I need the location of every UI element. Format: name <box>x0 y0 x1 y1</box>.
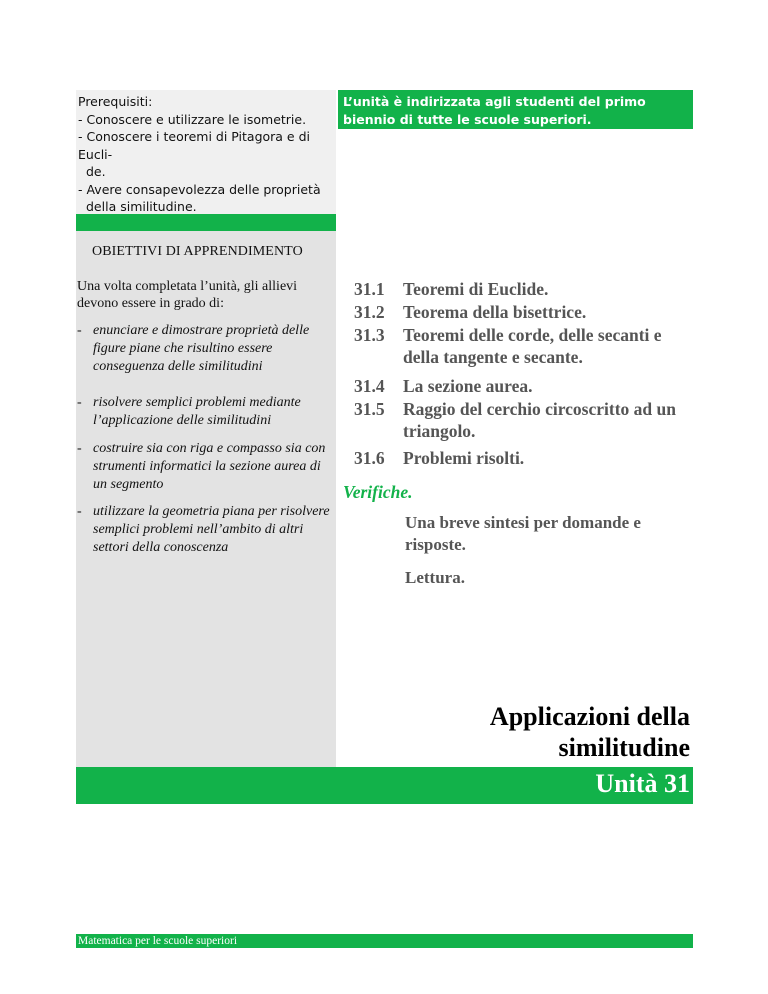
toc-entry <box>354 447 694 469</box>
prerequisite-item: - Conoscere i teoremi di Pitagora e di Eucli- <box>78 129 311 162</box>
objective-text: costruire sia con riga e compasso sia con strumenti informatici la sezione aurea di un segmento <box>93 441 326 492</box>
objective-item <box>77 322 333 376</box>
toc-number: 31.2 <box>354 302 385 322</box>
objective-item <box>77 440 333 494</box>
objectives-title: OBIETTIVI DI APPRENDIMENTO <box>92 244 303 259</box>
toc-number: 31.6 <box>354 448 385 468</box>
objective-item <box>77 394 333 430</box>
objective-dash: - <box>77 323 82 338</box>
footer-text: Matematica per le scuole superiori <box>78 935 238 947</box>
toc-number: 31.3 <box>354 325 385 345</box>
objectives-intro: Una volta completata l’unità, gli allievi devono essere in grado di: <box>77 279 298 311</box>
toc-entry <box>354 375 694 397</box>
toc-title: Teorema della bisettrice. <box>403 302 587 322</box>
toc-number: 31.4 <box>354 376 385 396</box>
toc-title: La sezione aurea. <box>403 376 533 396</box>
unit-title-line: Applicazioni della <box>489 702 690 731</box>
summary-entry: Una breve sintesi per domande e risposte. <box>405 513 641 554</box>
objective-text: risolvere semplici problemi mediante l’applicazione delle similitudini <box>93 395 301 428</box>
reading-entry: Lettura. <box>405 568 465 587</box>
toc-title: Teoremi di Euclide. <box>403 279 549 299</box>
objective-dash: - <box>77 504 82 519</box>
unit-title-line: similitudine <box>558 733 690 762</box>
toc-number: 31.5 <box>354 399 385 419</box>
toc-title: Problemi risolti. <box>403 448 525 468</box>
toc-title: Raggio del cerchio circoscritto ad un triangolo. <box>403 399 676 441</box>
unit-title <box>400 701 690 763</box>
toc-title: Teoremi delle corde, delle secanti e della tangente e secante. <box>403 325 662 367</box>
toc-number: 31.1 <box>354 279 385 299</box>
green-divider-band <box>76 214 336 231</box>
toc-entry <box>354 398 694 442</box>
prerequisites-heading: Prerequisiti: <box>78 94 153 109</box>
toc-entry <box>354 324 694 368</box>
target-audience-text: L’unità è indirizzata agli studenti del primo biennio di tutte le scuole superiori. <box>343 94 646 127</box>
objective-text: utilizzare la geometria piana per risolvere semplici problemi nell’ambito di altri settori della conoscenza <box>93 504 330 555</box>
toc-entry <box>354 278 694 300</box>
objective-dash: - <box>77 441 82 456</box>
prerequisite-item: della similitudine. <box>86 199 197 214</box>
prerequisite-item: - Conoscere e utilizzare le isometrie. <box>78 111 307 127</box>
prerequisite-item: - Avere consapevolezza delle proprietà <box>78 181 321 197</box>
objective-dash: - <box>77 395 82 410</box>
prerequisite-item: de. <box>86 164 106 179</box>
unit-number: Unità 31 <box>595 769 690 798</box>
objective-item <box>77 503 333 557</box>
prerequisites-text <box>78 93 334 216</box>
toc-entry <box>354 301 694 323</box>
verifiche-heading: Verifiche. <box>343 482 413 502</box>
objective-text: enunciare e dimostrare proprietà delle figure piane che risultino essere conseguenza delle similitudini <box>93 323 310 374</box>
